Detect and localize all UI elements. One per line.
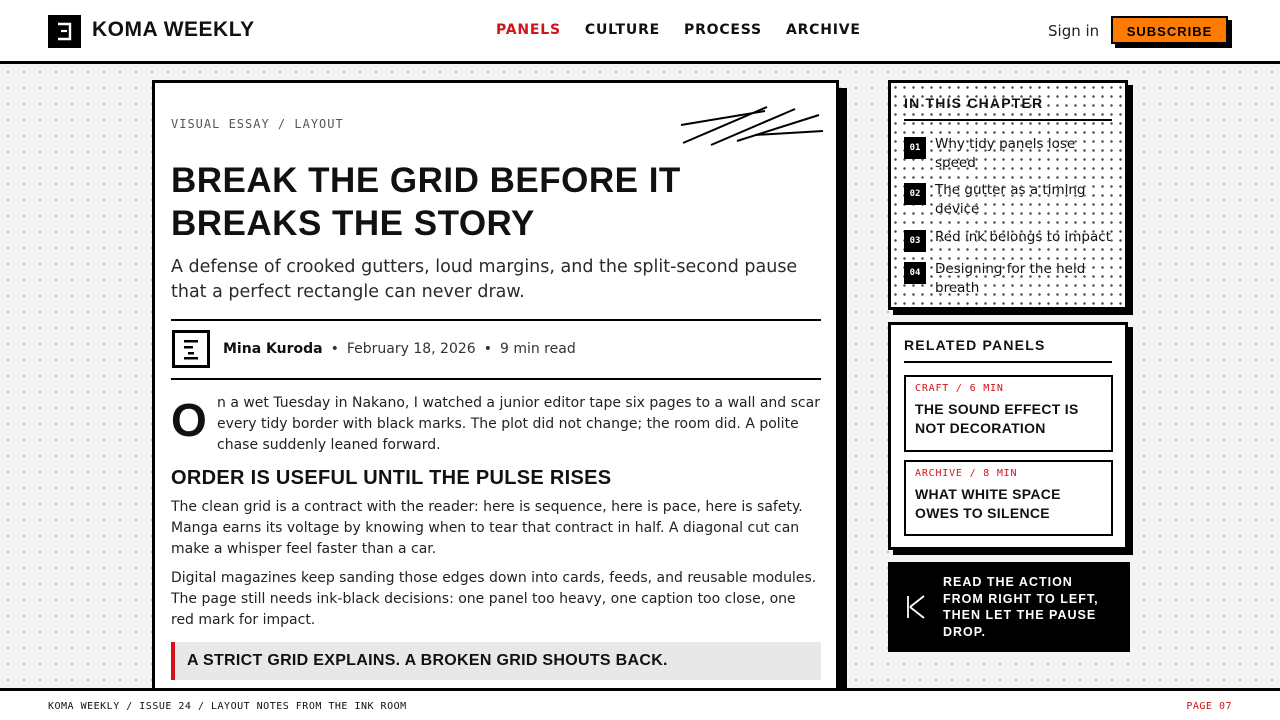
chapter-toc: [888, 80, 1128, 310]
divider: [171, 378, 821, 380]
slash-marks-icon: [675, 103, 825, 148]
site-footer: [0, 688, 1280, 720]
arrow-left-icon: [904, 594, 928, 620]
nav-panels[interactable]: PANELS: [496, 22, 561, 38]
subscribe-button[interactable]: SUBSCRIBE: [1111, 16, 1228, 44]
brand-name[interactable]: KOMA WEEKLY: [92, 18, 255, 41]
toc-item[interactable]: [904, 181, 1116, 219]
card-tag: CRAFT / 6 MIN: [915, 383, 1004, 394]
author-avatar-icon[interactable]: [172, 330, 210, 368]
main-nav: [496, 22, 861, 38]
toc-link[interactable]: Why tidy panels lose speed: [935, 136, 1076, 171]
toc-number: 04: [904, 262, 926, 284]
card-title[interactable]: THE SOUND EFFECT IS NOT DECORATION: [915, 401, 1079, 436]
site-header: [0, 0, 1280, 64]
card-tag: ARCHIVE / 8 MIN: [915, 468, 1018, 479]
toc-item[interactable]: [904, 135, 1116, 173]
toc-title: IN THIS CHAPTER: [904, 95, 1044, 111]
pull-quote: A STRICT GRID EXPLAINS. A BROKEN GRID SHOUTS BACK.: [171, 642, 821, 680]
related-card[interactable]: [904, 375, 1113, 452]
card-title[interactable]: WHAT WHITE SPACE OWES TO SILENCE: [915, 486, 1061, 521]
article-kicker: VISUAL ESSAY / LAYOUT: [171, 117, 344, 131]
toc-link[interactable]: The gutter as a timing device: [935, 182, 1086, 217]
sign-in-link[interactable]: Sign in: [1048, 22, 1100, 40]
byline: [223, 341, 576, 357]
toc-number: 02: [904, 183, 926, 205]
nav-process[interactable]: PROCESS: [684, 22, 762, 38]
related-panels: [888, 322, 1128, 550]
related-title: RELATED PANELS: [904, 337, 1046, 353]
article-dek: A defense of crooked gutters, loud margins, and the split-second pause that a perfect rectangle can never draw.: [171, 257, 798, 302]
toc-link[interactable]: Red ink belongs to impact: [935, 229, 1111, 245]
lede-paragraph: n a wet Tuesday in Nakano, I watched a junior editor tape six pages to a wall and scar every tidy border with black marks. The plot did not change; the room did. A polite chase suddenly leaned forward.: [217, 395, 820, 453]
nav-archive[interactable]: ARCHIVE: [785, 22, 861, 38]
divider: [904, 361, 1112, 363]
publish-date: February 18, 2026: [346, 341, 476, 357]
toc-number: 01: [904, 137, 926, 159]
reading-tip-text: READ THE ACTION FROM RIGHT TO LEFT, THEN LET THE PAUSE DROP.: [943, 575, 1099, 639]
byline-separator: •: [330, 341, 339, 357]
divider: [904, 119, 1112, 121]
divider: [171, 319, 821, 321]
related-card[interactable]: [904, 460, 1113, 536]
reading-tip-banner[interactable]: [888, 562, 1130, 652]
read-time: 9 min read: [499, 341, 576, 357]
body-paragraph: Digital magazines keep sanding those edges down into cards, feeds, and reusable modules. The page still needs ink-black decisions: one panel too heavy, one caption too close, one red mark for impact.: [171, 570, 817, 628]
toc-item[interactable]: [904, 228, 1116, 252]
body-paragraph: The clean grid is a contract with the reader: here is sequence, here is pace, here is safety. Manga earns its voltage by knowing when to tear that contract in half. A diagonal cut can make a whisper feel faster than a car.: [171, 499, 803, 557]
toc-item[interactable]: [904, 260, 1116, 298]
article-headline: BREAK THE GRID BEFORE IT BREAKS THE STORY: [171, 161, 681, 243]
page-number: PAGE 07: [1186, 701, 1232, 712]
section-subhead: ORDER IS USEFUL UNTIL THE PULSE RISES: [171, 467, 612, 489]
toc-link[interactable]: Designing for the held breath: [935, 261, 1086, 296]
author-name[interactable]: Mina Kuroda: [223, 341, 323, 357]
article-card: [152, 80, 839, 720]
toc-number: 03: [904, 230, 926, 252]
nav-culture[interactable]: CULTURE: [584, 22, 661, 38]
byline-separator: •: [483, 341, 492, 357]
issue-line: KOMA WEEKLY / ISSUE 24 / LAYOUT NOTES FROM THE INK ROOM: [48, 701, 407, 712]
logo-icon[interactable]: [48, 15, 81, 48]
drop-cap: O: [171, 394, 207, 446]
